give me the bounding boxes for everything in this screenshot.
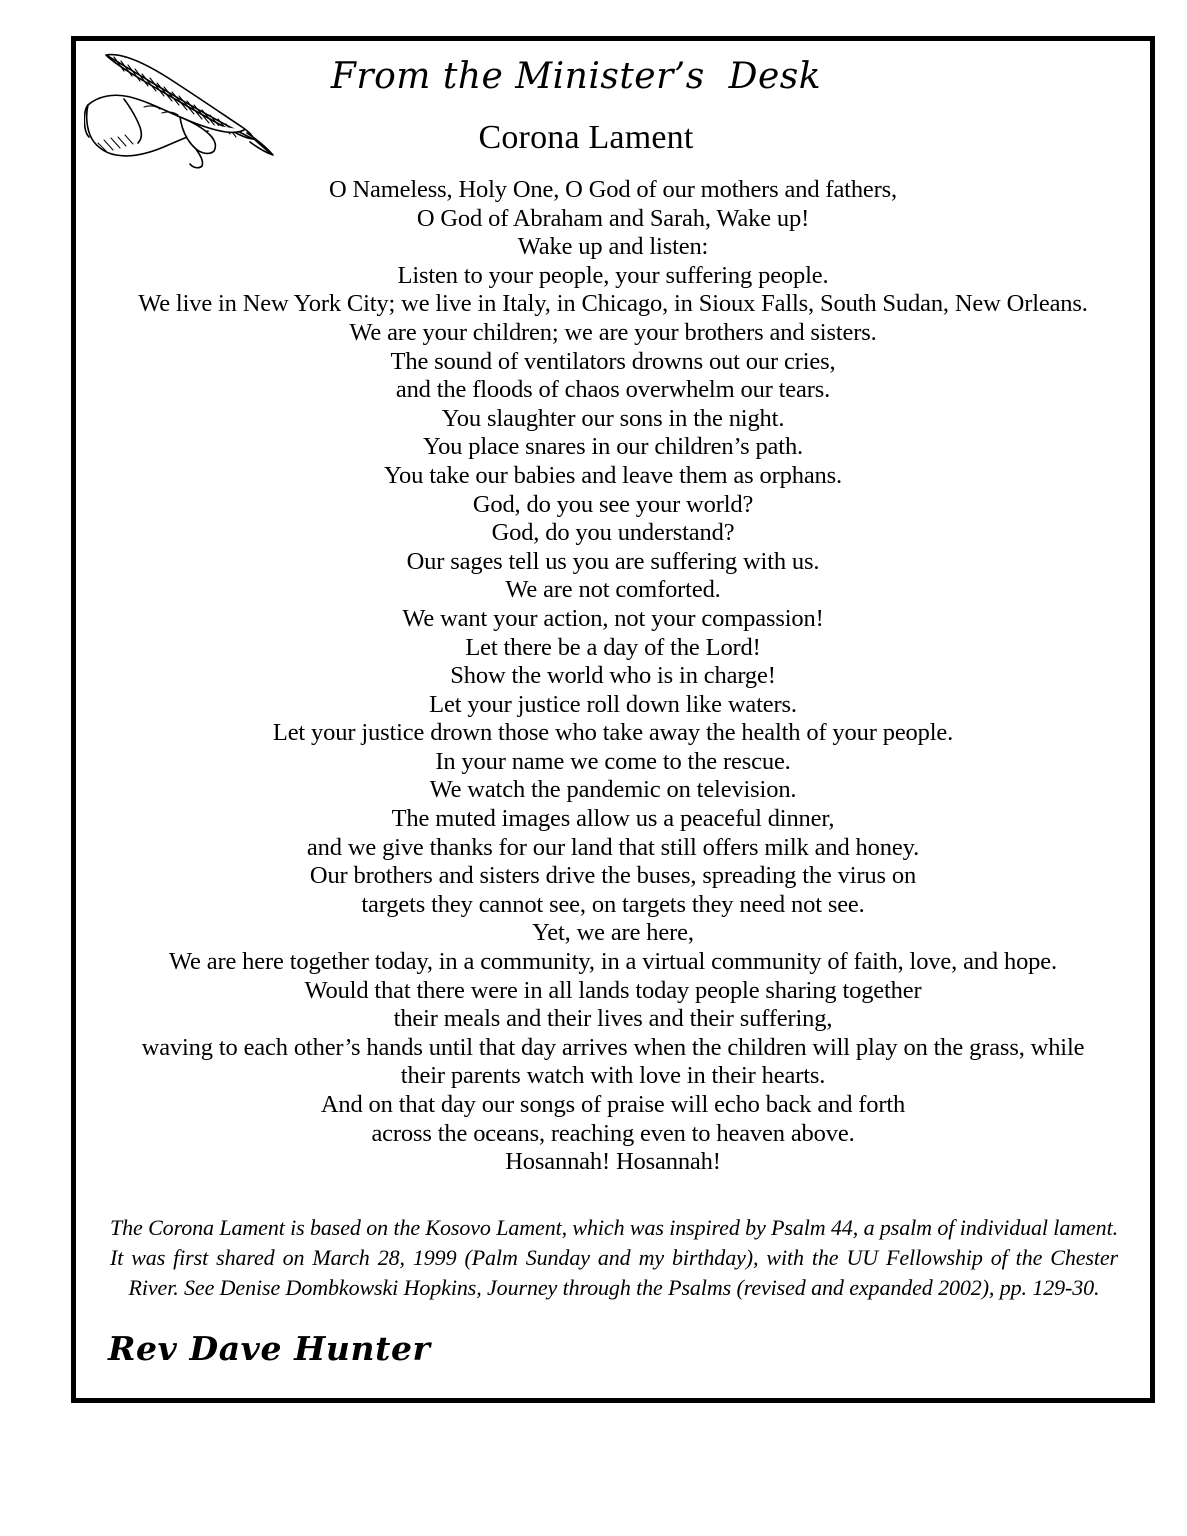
page-subtitle: Corona Lament <box>478 119 694 156</box>
author-signature: Rev Dave Hunter <box>108 1329 431 1368</box>
poem-line: their meals and their lives and their suffering, <box>393 1005 833 1033</box>
poem-line: across the oceans, reaching even to heaven above. <box>371 1119 855 1147</box>
page-title: From the Minister’s Desk <box>330 56 822 97</box>
poem-line: We want your action, not your compassion! <box>402 604 824 632</box>
poem-line: Let your justice drown those who take away the health of your people. <box>272 719 954 747</box>
poem-line: targets they cannot see, on targets they need not see. <box>361 890 865 918</box>
poem-line: O God of Abraham and Sarah, Wake up! <box>416 204 810 232</box>
poem-body <box>82 176 1144 1177</box>
poem-line: We watch the pandemic on television. <box>429 776 797 804</box>
quill-pen-in-hand-icon <box>84 47 276 172</box>
poem-line: We are your children; we are your brothers and sisters. <box>349 318 877 346</box>
poem-line: Hosannah! Hosannah! <box>505 1148 721 1176</box>
poem-line: We live in New York City; we live in Italy, in Chicago, in Sioux Falls, South Sudan, New Orleans. <box>138 290 1088 318</box>
poem-line: Wake up and listen: <box>517 233 709 261</box>
poem-line: Listen to your people, your suffering people. <box>397 261 829 289</box>
poem-line: God, do you understand? <box>491 519 735 547</box>
poem-line: and we give thanks for our land that still offers milk and honey. <box>306 833 920 861</box>
poem-line: waving to each other’s hands until that day arrives when the children will play on the grass, while <box>141 1033 1085 1061</box>
poem-line: and the floods of chaos overwhelm our tears. <box>395 376 831 404</box>
poem-line: Show the world who is in charge! <box>450 662 776 690</box>
poem-line: Let there be a day of the Lord! <box>465 633 761 661</box>
poem-line: In your name we come to the rescue. <box>435 747 791 775</box>
poem-line: You take our babies and leave them as orphans. <box>383 461 843 489</box>
header-band <box>76 41 1150 171</box>
poem-line: Let your justice roll down like waters. <box>429 690 797 718</box>
poem-line: We are here together today, in a community, in a virtual community of faith, love, and hope. <box>169 948 1057 976</box>
poem-line: Yet, we are here, <box>532 919 694 947</box>
poem-line: We are not comforted. <box>505 576 721 604</box>
poem-line: Our brothers and sisters drive the buses, spreading the virus on <box>309 862 917 890</box>
poem-line: The sound of ventilators drowns out our cries, <box>390 347 836 375</box>
poem-line: God, do you see your world? <box>472 490 754 518</box>
poem-line: You place snares in our children’s path. <box>422 433 804 461</box>
poem-line: The muted images allow us a peaceful dinner, <box>391 805 835 833</box>
poem-line: their parents watch with love in their hearts. <box>400 1062 826 1090</box>
poem-line: Would that there were in all lands today people sharing together <box>304 976 922 1004</box>
poem-line: O Nameless, Holy One, O God of our mothers and fathers, <box>328 176 898 203</box>
poem-line: You slaughter our sons in the night. <box>441 404 785 432</box>
attribution-note: The Corona Lament is based on the Kosovo Lament, which was inspired by Psalm 44, a psalm of individual lament. It was first shared on March 28, 1999 (Palm Sunday and my birthday), with the UU Fellowship of the Chester River. See Denise Dombkowski Hopkins, Journey through the Psalms (revised and expanded 2002), pp. 129-30. <box>110 1215 1118 1300</box>
poem-line: And on that day our songs of praise will echo back and forth <box>320 1091 906 1118</box>
page-border-frame <box>71 36 1155 1403</box>
poem-line: Our sages tell us you are suffering with us. <box>406 547 820 575</box>
